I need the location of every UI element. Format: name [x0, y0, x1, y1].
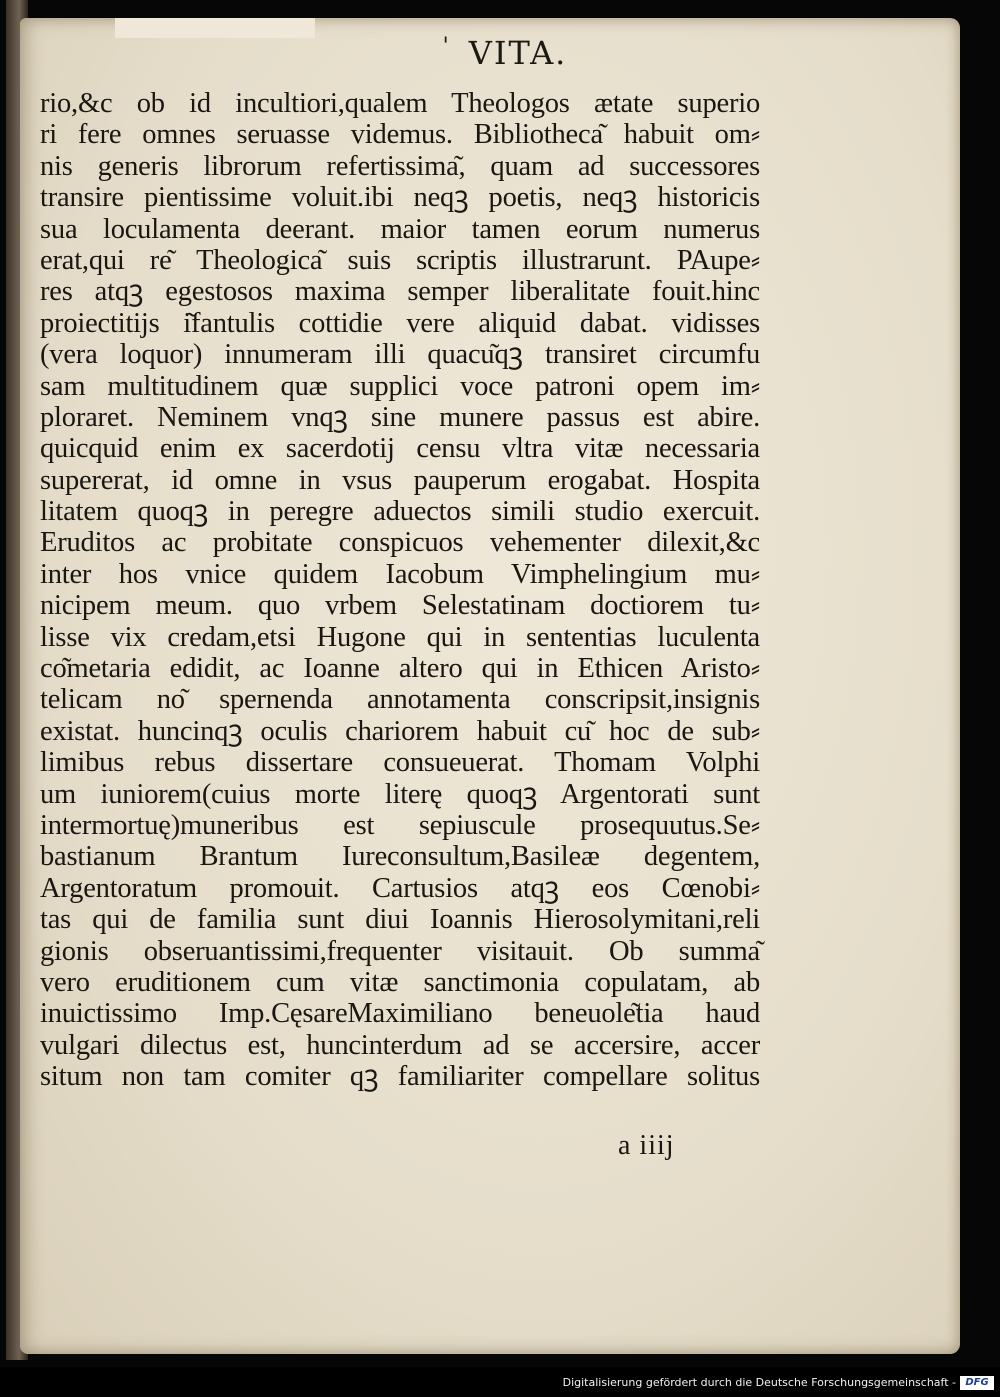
- text-line: inuictissimo Imp.CęsareMaximiliano beneuole͂tia haud: [40, 998, 760, 1030]
- text-line: inter hos vnice quidem Iacobum Vimphelingium mu⸗: [40, 558, 760, 590]
- text-line: Argentoratum promouit. Cartusios atqꝫ eos Cœnobi⸗: [40, 872, 760, 904]
- running-head-title: VITA.: [468, 34, 568, 72]
- text-line: lisse vix credam,etsi Hugone qui in sententias luculenta: [40, 621, 760, 653]
- text-line: vulgari dilectus est, huncinterdum ad se accersire, accer: [40, 1029, 760, 1061]
- text-line: vero eruditionem cum vitæ sanctimonia copulatam, ab: [40, 966, 760, 998]
- text-line: litatem quoqꝫ in peregre aduectos simili studio exercuit.: [40, 496, 760, 528]
- text-line: existat. huncinqꝫ oculis chariorem habuit cu͂ hoc de sub⸗: [40, 715, 760, 747]
- text-line: res atqꝫ egestosos maxima semper liberalitate fouit.hinc: [40, 276, 760, 308]
- text-line: nicipem meum. quo vrbem Selestatinam doctiorem tu⸗: [40, 590, 760, 622]
- text-line: rio,&c ob id incultiori,qualem Theologos ætate superio: [40, 88, 760, 119]
- footer-bar: [0, 1367, 1000, 1397]
- dfg-logo[interactable]: DFG: [960, 1376, 994, 1390]
- text-line: tas qui de familia sunt diui Ioannis Hierosolymitani,reli: [40, 904, 760, 936]
- text-line: ploraret. Neminem vnqꝫ sine munere passus est abire.: [40, 401, 760, 433]
- text-line: quicquid enim ex sacerdotij censu vltra vitæ necessaria: [40, 433, 760, 465]
- text-line: nis generis librorum refertissima͂, quam ad successores: [40, 150, 760, 182]
- body-text: [40, 88, 760, 1093]
- book-page: [20, 18, 960, 1354]
- text-line: co͂metaria edidit, ac Ioanne altero qui in Ethicen Aristo⸗: [40, 653, 760, 685]
- text-line: situm non tam comiter qꝫ familiariter compellare solitus: [40, 1061, 760, 1093]
- text-line: limibus rebus dissertare consueuerat. Thomam Volphi: [40, 747, 760, 779]
- page-signature: a iiij: [618, 1130, 675, 1161]
- text-line: telicam no͂ spernenda annotamenta conscripsit,insignis: [40, 684, 760, 716]
- text-line: gionis obseruantissimi,frequenter visitauit. Ob summa͂: [40, 935, 760, 967]
- running-head-mark: ': [442, 34, 451, 59]
- running-head: [20, 34, 960, 72]
- text-line: proiectitijs i͂fantulis cottidie vere aliquid dabat. vidisses: [40, 307, 760, 339]
- text-line: transire pientissime voluit.ibi neqꝫ poetis, neqꝫ historicis: [40, 182, 760, 214]
- text-line: sua loculamenta deerant. maior tamen eorum numerus: [40, 213, 760, 245]
- text-line: ri fere omnes seruasse videmus. Bibliotheca͂ habuit om⸗: [40, 119, 760, 151]
- funding-credit: Digitalisierung gefördert durch die Deutsche Forschungsgemeinschaft -: [562, 1376, 956, 1389]
- text-line: bastianum Brantum Iureconsultum,Basileæ degentem,: [40, 841, 760, 873]
- text-line: sam multitudinem quæ supplici voce patroni opem im⸗: [40, 370, 760, 402]
- text-line: erat,qui re͂ Theologica͂ suis scriptis illustrarunt. PAupe⸗: [40, 244, 760, 276]
- text-line: supererat, id omne in vsus pauperum erogabat. Hospita: [40, 464, 760, 496]
- text-line: intermortuę)muneribus est sepiuscule prosequutus.Se⸗: [40, 809, 760, 841]
- text-line: Eruditos ac probitate conspicuos vehementer dilexit,&c: [40, 527, 760, 559]
- text-line: (vera loquor) innumeram illi quacu͂qꝫ transiret circumfu: [40, 339, 760, 371]
- text-line: um iuniorem(cuius morte literę quoqꝫ Argentorati sunt: [40, 778, 760, 810]
